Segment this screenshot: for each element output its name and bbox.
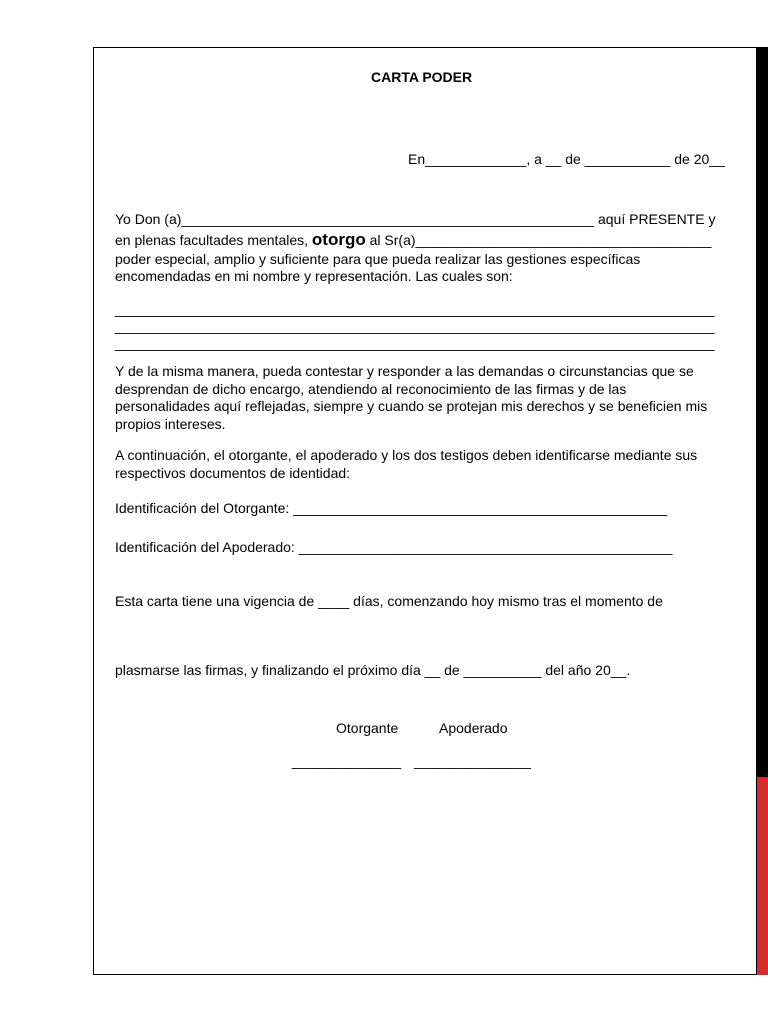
grantor-line-3: poder especial, amplio y suficiente para que pueda realizar las gestiones específicas bbox=[115, 251, 641, 267]
place-date-line: En_____________, a __ de ___________ de 20__ bbox=[408, 151, 725, 167]
signature-label-attorney: Apoderado bbox=[439, 720, 508, 736]
grantor-line-4: encomendadas en mi nombre y representación. Las cuales son: bbox=[115, 268, 513, 284]
page-edge-red bbox=[757, 777, 768, 975]
validity-line-1: Esta carta tiene una vigencia de ____ días, comenzando hoy mismo tras el momento de bbox=[115, 593, 663, 609]
id-grantor-line: Identificación del Otorgante: ________________________________________________ bbox=[115, 500, 667, 516]
blank-line-2: _____________________________________________________________________________ bbox=[115, 318, 715, 334]
otorgo-word: otorgo bbox=[311, 230, 366, 249]
validity-line-2: plasmarse las firmas, y finalizando el próximo día __ de __________ del año 20__. bbox=[115, 662, 631, 678]
grantor-line-2 bbox=[115, 231, 711, 249]
signature-label-grantor: Otorgante bbox=[336, 720, 399, 736]
blank-line-1: _____________________________________________________________________________ bbox=[115, 301, 715, 317]
signature-line-grantor: ______________ bbox=[292, 753, 402, 769]
grantor-line-2-pre: en plenas facultades mentales, bbox=[115, 232, 312, 248]
id-attorney-line: Identificación del Apoderado: ________________________________________________ bbox=[115, 539, 673, 555]
paragraph-response: Y de la misma manera, pueda contestar y responder a las demandas o circunstancias que se desprendan de dicho encargo, atendiendo al reconocimiento de las firmas y de las personalidades aquí reflejadas, siempre y cuando se protejan mis derechos y se beneficien mis propios intereses. bbox=[115, 363, 708, 432]
grantor-line-1: Yo Don (a)_____________________________________________________ aquí PRESENTE y bbox=[115, 211, 716, 227]
document-title: CARTA PODER bbox=[371, 69, 473, 85]
grantor-line-2-post: al Sr(a)______________________________________ bbox=[365, 232, 712, 248]
blank-line-3: _____________________________________________________________________________ bbox=[115, 335, 715, 351]
page-edge-black bbox=[757, 47, 768, 777]
signature-line-attorney: _______________ bbox=[414, 753, 531, 769]
paragraph-identity: A continuación, el otorgante, el apoderado y los dos testigos deben identificarse mediante sus respectivos documentos de identidad: bbox=[115, 447, 698, 481]
